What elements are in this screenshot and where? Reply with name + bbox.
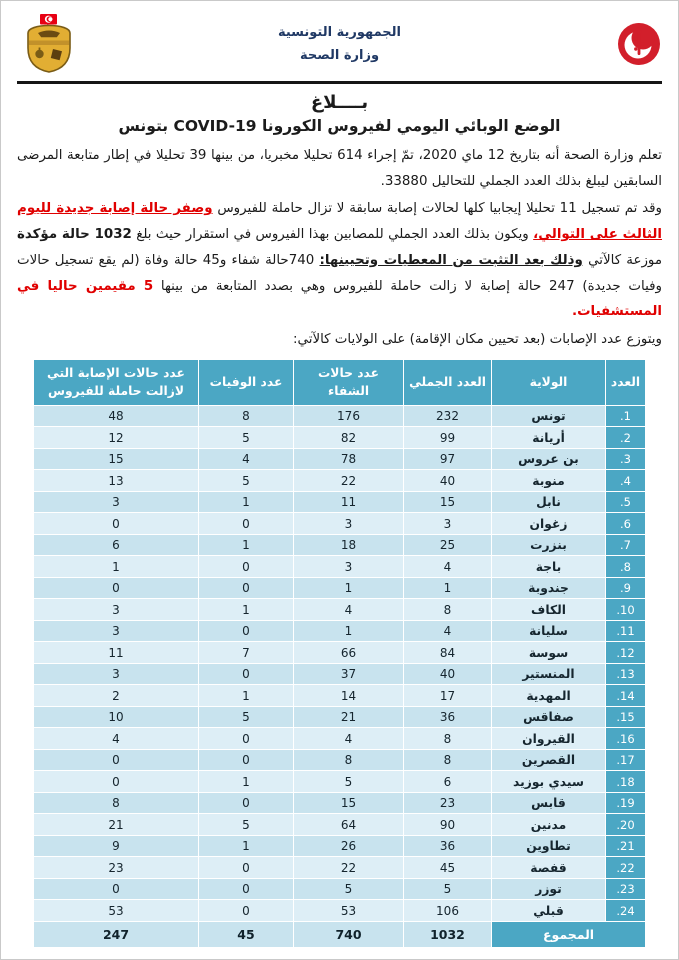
cell-index: 16. (606, 728, 646, 750)
table-header (34, 359, 646, 405)
cell-total: 8 (404, 599, 492, 621)
cell-total: 40 (404, 470, 492, 492)
bulletin-title: بــــلاغ (310, 92, 369, 113)
letterhead-titles (278, 21, 401, 68)
cell-total: 8 (404, 749, 492, 771)
cell-index: 22. (606, 857, 646, 879)
cell-deaths: 1 (199, 534, 294, 556)
cell-governorate: زغوان (492, 513, 606, 535)
cell-recovered: 37 (294, 663, 404, 685)
cell-active: 3 (34, 663, 199, 685)
cell-governorate: قفصة (492, 857, 606, 879)
cell-recovered: 5 (294, 878, 404, 900)
text-segment: وذلك بعد التثبت من المعطيات وتحيينها: (319, 252, 583, 268)
cell-active: 15 (34, 448, 199, 470)
cell-total: 97 (404, 448, 492, 470)
cell-governorate: تطاوين (492, 835, 606, 857)
cell-active: 9 (34, 835, 199, 857)
cell-recovered: 66 (294, 642, 404, 664)
paragraph-table-intro: ويتوزع عدد الإصابات (بعد تحيين مكان الإقامة) على الولايات كالآتي: (293, 332, 662, 348)
cell-recovered: 1 (294, 620, 404, 642)
table-row (34, 771, 646, 793)
cell-active: 0 (34, 771, 199, 793)
cell-active: 0 (34, 749, 199, 771)
cell-index: 6. (606, 513, 646, 535)
total-label: المجموع (492, 921, 646, 947)
cell-index: 5. (606, 491, 646, 513)
cell-recovered: 11 (294, 491, 404, 513)
cell-active: 2 (34, 685, 199, 707)
cell-deaths: 8 (199, 405, 294, 427)
cell-index: 4. (606, 470, 646, 492)
table-row (34, 620, 646, 642)
total-active: 247 (34, 921, 199, 947)
text-segment: 1032 حالة مؤكدة (17, 227, 132, 243)
cell-recovered: 22 (294, 857, 404, 879)
cell-active: 12 (34, 427, 199, 449)
cell-deaths: 0 (199, 900, 294, 922)
cell-governorate: تونس (492, 405, 606, 427)
table-row (34, 685, 646, 707)
header-index: العدد (606, 359, 646, 405)
cell-deaths: 0 (199, 577, 294, 599)
text-segment: 5 مقيمين حاليا في المستشفيات. (17, 278, 662, 320)
cell-governorate: منوبة (492, 470, 606, 492)
cell-total: 25 (404, 534, 492, 556)
cell-deaths: 1 (199, 685, 294, 707)
cell-index: 1. (606, 405, 646, 427)
cell-total: 15 (404, 491, 492, 513)
text-segment: وصفر حالة إصابة جديدة لليوم الثالث على التوالي، (17, 201, 662, 243)
cell-governorate: جندوبة (492, 577, 606, 599)
cell-total: 8 (404, 728, 492, 750)
cell-total: 3 (404, 513, 492, 535)
cell-governorate: قبلي (492, 900, 606, 922)
cell-recovered: 18 (294, 534, 404, 556)
table-row (34, 728, 646, 750)
cell-index: 14. (606, 685, 646, 707)
cell-recovered: 3 (294, 513, 404, 535)
cell-total: 84 (404, 642, 492, 664)
cases-by-governorate-table (33, 359, 646, 948)
cell-active: 0 (34, 577, 199, 599)
table-row (34, 749, 646, 771)
cell-governorate: بنزرت (492, 534, 606, 556)
cell-deaths: 0 (199, 857, 294, 879)
cell-index: 3. (606, 448, 646, 470)
cell-total: 90 (404, 814, 492, 836)
cell-governorate: قابس (492, 792, 606, 814)
cell-deaths: 0 (199, 556, 294, 578)
cell-active: 0 (34, 878, 199, 900)
cell-total: 40 (404, 663, 492, 685)
cell-active: 13 (34, 470, 199, 492)
cell-recovered: 53 (294, 900, 404, 922)
cell-deaths: 5 (199, 814, 294, 836)
cell-deaths: 1 (199, 599, 294, 621)
cell-deaths: 5 (199, 470, 294, 492)
table-row (34, 513, 646, 535)
tunisia-coat-of-arms-icon (17, 13, 87, 75)
cell-active: 53 (34, 900, 199, 922)
table-row (34, 792, 646, 814)
cell-total: 17 (404, 685, 492, 707)
cell-recovered: 26 (294, 835, 404, 857)
cell-recovered: 8 (294, 749, 404, 771)
cell-index: 12. (606, 642, 646, 664)
cell-index: 20. (606, 814, 646, 836)
total-recovered: 740 (294, 921, 404, 947)
cell-total: 4 (404, 556, 492, 578)
text-segment: موزعة كالآتي (582, 252, 662, 268)
cell-active: 11 (34, 642, 199, 664)
cell-recovered: 4 (294, 728, 404, 750)
text-segment: وقد تم تسجيل 11 تحليلا إيجابيا كلها لحالات إصابة سابقة لا تزال حاملة للفيروس (212, 201, 662, 217)
table-row (34, 835, 646, 857)
cell-recovered: 5 (294, 771, 404, 793)
cell-deaths: 0 (199, 663, 294, 685)
cell-recovered: 15 (294, 792, 404, 814)
table-row (34, 491, 646, 513)
letterhead (17, 13, 662, 75)
header-deaths: عدد الوفيات (199, 359, 294, 405)
bulletin-content (17, 92, 662, 948)
cell-index: 7. (606, 534, 646, 556)
table-row (34, 427, 646, 449)
cell-recovered: 14 (294, 685, 404, 707)
cell-active: 3 (34, 620, 199, 642)
cell-governorate: بن عروس (492, 448, 606, 470)
cell-index: 13. (606, 663, 646, 685)
table-row (34, 599, 646, 621)
cell-recovered: 3 (294, 556, 404, 578)
cell-governorate: القيروان (492, 728, 606, 750)
table-row (34, 534, 646, 556)
table-body (34, 405, 646, 921)
cell-recovered: 22 (294, 470, 404, 492)
cell-governorate: المهدية (492, 685, 606, 707)
table-footer (34, 921, 646, 947)
table-row (34, 470, 646, 492)
cell-governorate: مدنين (492, 814, 606, 836)
cell-deaths: 0 (199, 728, 294, 750)
cell-index: 9. (606, 577, 646, 599)
cell-total: 45 (404, 857, 492, 879)
cell-deaths: 5 (199, 427, 294, 449)
cell-total: 36 (404, 835, 492, 857)
cell-total: 1 (404, 577, 492, 599)
cell-active: 4 (34, 728, 199, 750)
cell-index: 11. (606, 620, 646, 642)
cell-index: 21. (606, 835, 646, 857)
cell-recovered: 78 (294, 448, 404, 470)
health-ministry-logo-icon (592, 21, 662, 67)
cell-total: 5 (404, 878, 492, 900)
table-row (34, 556, 646, 578)
cell-active: 3 (34, 599, 199, 621)
cell-index: 2. (606, 427, 646, 449)
cell-index: 17. (606, 749, 646, 771)
table-row (34, 900, 646, 922)
cell-governorate: نابل (492, 491, 606, 513)
total-row (34, 921, 646, 947)
cell-index: 19. (606, 792, 646, 814)
cell-total: 106 (404, 900, 492, 922)
table-row (34, 663, 646, 685)
cell-index: 10. (606, 599, 646, 621)
cell-active: 1 (34, 556, 199, 578)
header-active: عدد حالات الإصابة التي لازالت حاملة للفيروس (34, 359, 199, 405)
cell-index: 18. (606, 771, 646, 793)
table-row (34, 857, 646, 879)
cell-deaths: 5 (199, 706, 294, 728)
cell-deaths: 4 (199, 448, 294, 470)
header-total: العدد الجملي (404, 359, 492, 405)
cell-total: 36 (404, 706, 492, 728)
cell-total: 99 (404, 427, 492, 449)
cell-total: 6 (404, 771, 492, 793)
cell-recovered: 4 (294, 599, 404, 621)
cell-index: 8. (606, 556, 646, 578)
cell-governorate: توزر (492, 878, 606, 900)
total-confirmed: 1032 (404, 921, 492, 947)
text-segment: 740حالة شفاء و45 حالة وفاة (لم يقع تسجيل حالات وفيات جديدة) 247 حالة إصابة لا زالت حاملة للفيروس وهي بصدد المتابعة من بينها (17, 252, 662, 294)
cell-active: 6 (34, 534, 199, 556)
ministry-title: وزارة الصحة (299, 48, 380, 63)
cell-governorate: المنستير (492, 663, 606, 685)
cell-total: 23 (404, 792, 492, 814)
header-recovered: عدد حالات الشفاء (294, 359, 404, 405)
header-divider (17, 81, 662, 84)
table-row (34, 814, 646, 836)
cell-governorate: باجة (492, 556, 606, 578)
cell-recovered: 64 (294, 814, 404, 836)
text-segment: ويكون بذلك العدد الجملي للمصابين بهذا الفيروس في استقرار حيث بلغ (131, 227, 534, 243)
cell-total: 4 (404, 620, 492, 642)
cell-recovered: 1 (294, 577, 404, 599)
cell-governorate: سليانة (492, 620, 606, 642)
table-row (34, 577, 646, 599)
table-row (34, 706, 646, 728)
bulletin-subtitle: الوضع الوبائي اليومي لفيروس الكورونا COVID-19 بتونس (118, 117, 561, 135)
cell-total: 232 (404, 405, 492, 427)
cell-active: 23 (34, 857, 199, 879)
cell-deaths: 0 (199, 513, 294, 535)
cell-recovered: 82 (294, 427, 404, 449)
table-row (34, 405, 646, 427)
cell-active: 10 (34, 706, 199, 728)
cell-governorate: القصرين (492, 749, 606, 771)
cell-index: 24. (606, 900, 646, 922)
cell-recovered: 176 (294, 405, 404, 427)
cell-deaths: 1 (199, 835, 294, 857)
table-row (34, 448, 646, 470)
cell-governorate: سيدي بوزيد (492, 771, 606, 793)
cell-index: 23. (606, 878, 646, 900)
cell-active: 8 (34, 792, 199, 814)
cell-deaths: 0 (199, 620, 294, 642)
total-deaths: 45 (199, 921, 294, 947)
cell-recovered: 21 (294, 706, 404, 728)
cell-index: 15. (606, 706, 646, 728)
cell-deaths: 0 (199, 792, 294, 814)
cell-deaths: 1 (199, 771, 294, 793)
cell-deaths: 0 (199, 878, 294, 900)
header-governorate: الولاية (492, 359, 606, 405)
republic-title: الجمهورية التونسية (277, 24, 402, 40)
table-row (34, 642, 646, 664)
cell-active: 48 (34, 405, 199, 427)
cell-active: 21 (34, 814, 199, 836)
cell-governorate: أريانة (492, 427, 606, 449)
paragraph-cases (17, 196, 662, 325)
cell-active: 0 (34, 513, 199, 535)
cell-deaths: 7 (199, 642, 294, 664)
cell-deaths: 1 (199, 491, 294, 513)
cell-active: 3 (34, 491, 199, 513)
cell-governorate: سوسة (492, 642, 606, 664)
cell-governorate: صفاقس (492, 706, 606, 728)
cell-deaths: 0 (199, 749, 294, 771)
cell-governorate: الكاف (492, 599, 606, 621)
paragraph-tests: تعلم وزارة الصحة أنه بتاريخ 12 ماي 2020، تمّ إجراء 614 تحليلا مخبريا، من بينها 39 تحليلا في إطار متابعة المرضى السابقين ليبلغ بذلك العدد الجملي للتحاليل 33880. (17, 148, 663, 189)
table-row (34, 878, 646, 900)
